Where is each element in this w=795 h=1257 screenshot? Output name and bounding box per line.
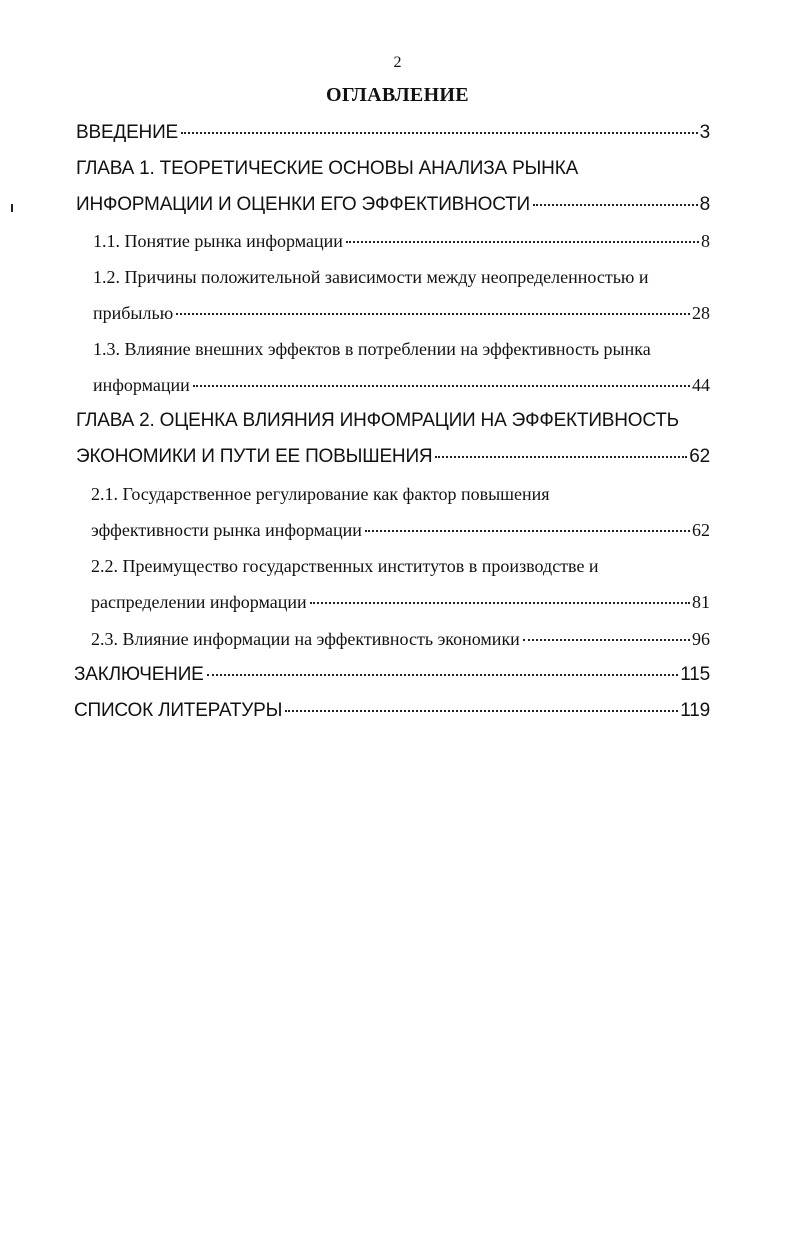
toc-entry-page: 44: [692, 375, 710, 395]
toc-entry-section-1-2-line-1[interactable]: 1.2. Причины положительной зависимости между неопределенностью и: [93, 267, 649, 287]
toc-entry-chapter-1-line-1[interactable]: ГЛАВА 1. ТЕОРЕТИЧЕСКИЕ ОСНОВЫ АНАЛИЗА РЫНКА: [76, 158, 579, 179]
toc-entry-title: 2.3. Влияние информации на эффективность экономики: [91, 629, 520, 649]
page-number: 2: [393, 54, 402, 71]
toc-entry-section-1-2[interactable]: [93, 301, 710, 325]
toc-entry-chapter-2[interactable]: [76, 445, 710, 469]
dot-leader: [310, 602, 690, 604]
toc-entry-section-2-1-line-1[interactable]: 2.1. Государственное регулирование как фактор повышения: [91, 484, 550, 504]
toc-entry-title: распределении информации: [91, 592, 307, 612]
toc-entry-chapter-1[interactable]: [76, 193, 710, 217]
toc-entry-title: СПИСОК ЛИТЕРАТУРЫ: [74, 700, 283, 721]
scan-artifact-mark: [11, 204, 13, 212]
toc-entry-page: 115: [680, 664, 710, 685]
dot-leader: [533, 204, 698, 206]
toc-entry-title: 1.1. Понятие рынка информации: [93, 231, 343, 251]
toc-entry-section-2-2-line-1[interactable]: 2.2. Преимущество государственных институтов в производстве и: [91, 556, 599, 576]
toc-entry-title: информации: [93, 375, 190, 395]
toc-entry-page: 62: [692, 520, 710, 540]
dot-leader: [346, 241, 699, 243]
toc-entry-title: ЗАКЛЮЧЕНИЕ: [74, 664, 204, 685]
toc-entry-section-2-1[interactable]: [91, 518, 710, 542]
toc-entry-page: 8: [699, 194, 710, 215]
toc-entry-title: прибылью: [93, 303, 174, 323]
toc-entry-page: 62: [689, 446, 710, 467]
toc-entry-section-2-2[interactable]: [91, 590, 710, 614]
toc-title: ОГЛАВЛЕНИЕ: [326, 84, 469, 106]
toc-entry-title: ИНФОРМАЦИИ И ОЦЕНКИ ЕГО ЭФФЕКТИВНОСТИ: [76, 194, 530, 215]
toc-entry-chapter-2-line-1[interactable]: ГЛАВА 2. ОЦЕНКА ВЛИЯНИЯ ИНФОМРАЦИИ НА ЭФФЕКТИВНОСТЬ: [76, 410, 679, 431]
dot-leader: [365, 530, 690, 532]
toc-entry-page: 81: [692, 592, 710, 612]
dot-leader: [181, 132, 698, 134]
dot-leader: [435, 456, 687, 458]
toc-entry-title: ЭКОНОМИКИ И ПУТИ ЕЕ ПОВЫШЕНИЯ: [76, 446, 433, 467]
toc-entry-section-1-1[interactable]: [93, 229, 710, 253]
toc-entry-page: 96: [692, 629, 710, 649]
toc-entry-introduction[interactable]: [76, 121, 710, 145]
dot-leader: [207, 674, 679, 676]
toc-entry-conclusion[interactable]: [74, 663, 710, 687]
toc-entry-section-1-3[interactable]: [93, 373, 710, 397]
dot-leader: [523, 639, 690, 641]
toc-entry-page: 28: [692, 303, 710, 323]
toc-entry-page: 3: [699, 122, 710, 143]
dot-leader: [193, 385, 690, 387]
dot-leader: [285, 710, 678, 712]
toc-entry-section-2-3[interactable]: [91, 627, 710, 651]
toc-entry-page: 119: [680, 700, 710, 721]
toc-entry-page: 8: [701, 231, 710, 251]
toc-entry-bibliography[interactable]: [74, 699, 710, 723]
toc-entry-title: ВВЕДЕНИЕ: [76, 122, 179, 143]
toc-entry-section-1-3-line-1[interactable]: 1.3. Влияние внешних эффектов в потреблении на эффективность рынка: [93, 339, 651, 359]
dot-leader: [176, 313, 690, 315]
toc-entry-title: эффективности рынка информации: [91, 520, 362, 540]
